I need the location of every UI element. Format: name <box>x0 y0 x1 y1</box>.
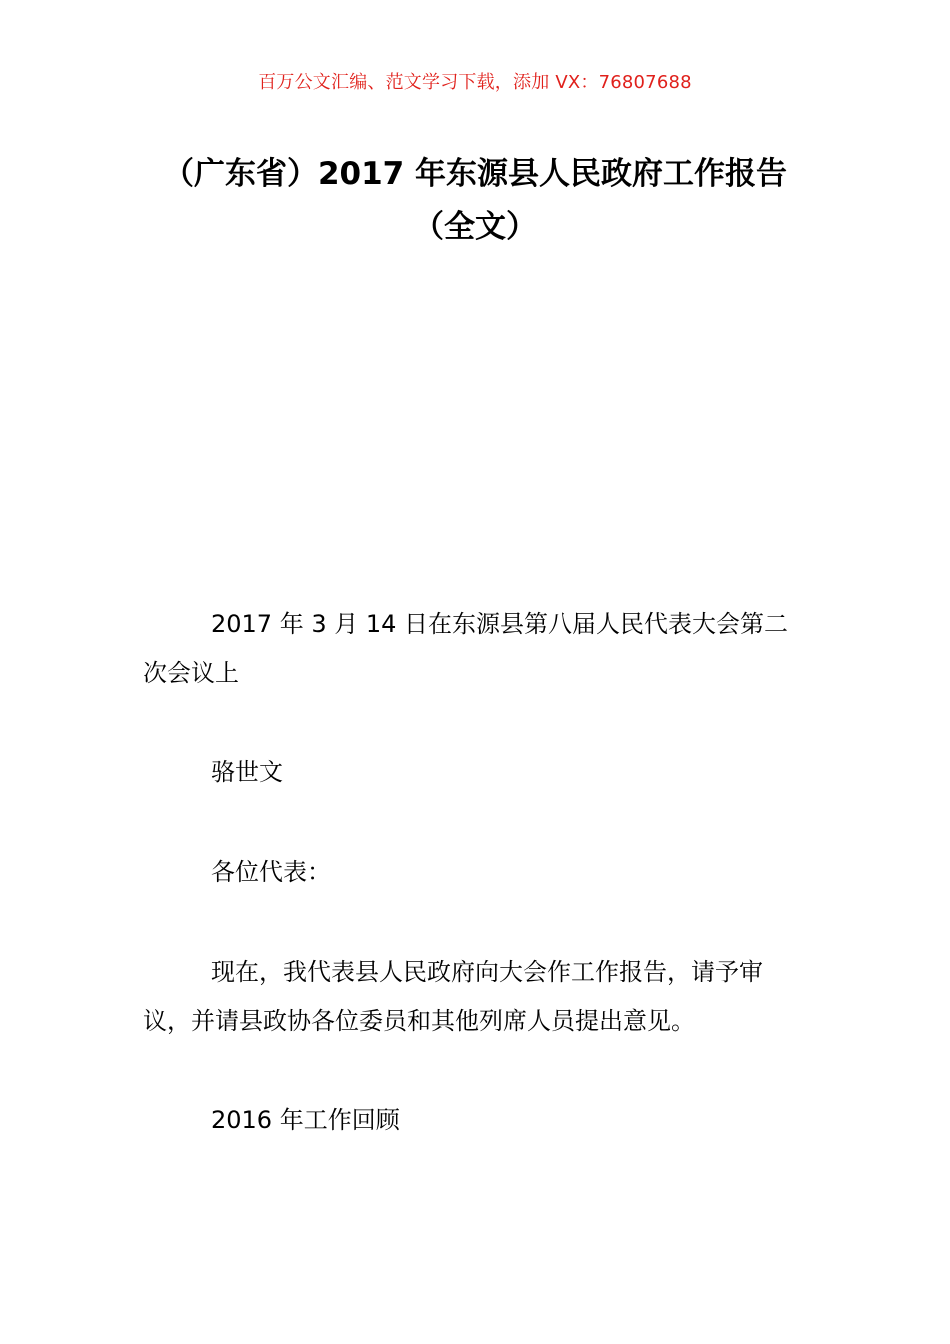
section-heading: 2016 年工作回顾 <box>211 1106 400 1134</box>
salutation: 各位代表： <box>211 858 331 886</box>
intro-paragraph: 现在，我代表县人民政府向大会作工作报告，请予审议，并请县政协各位委员和其他列席人员提出意见。 <box>143 958 763 1035</box>
header-banner: 百万公文汇编、范文学习下载，添加 VX：76807688 <box>258 72 692 93</box>
meeting-info-paragraph: 2017 年 3 月 14 日在东源县第八届人民代表大会第二次会议上 <box>143 610 789 687</box>
document-title: （广东省）2017 年东源县人民政府工作报告（全文） <box>162 156 788 245</box>
author-name: 骆世文 <box>211 758 283 786</box>
